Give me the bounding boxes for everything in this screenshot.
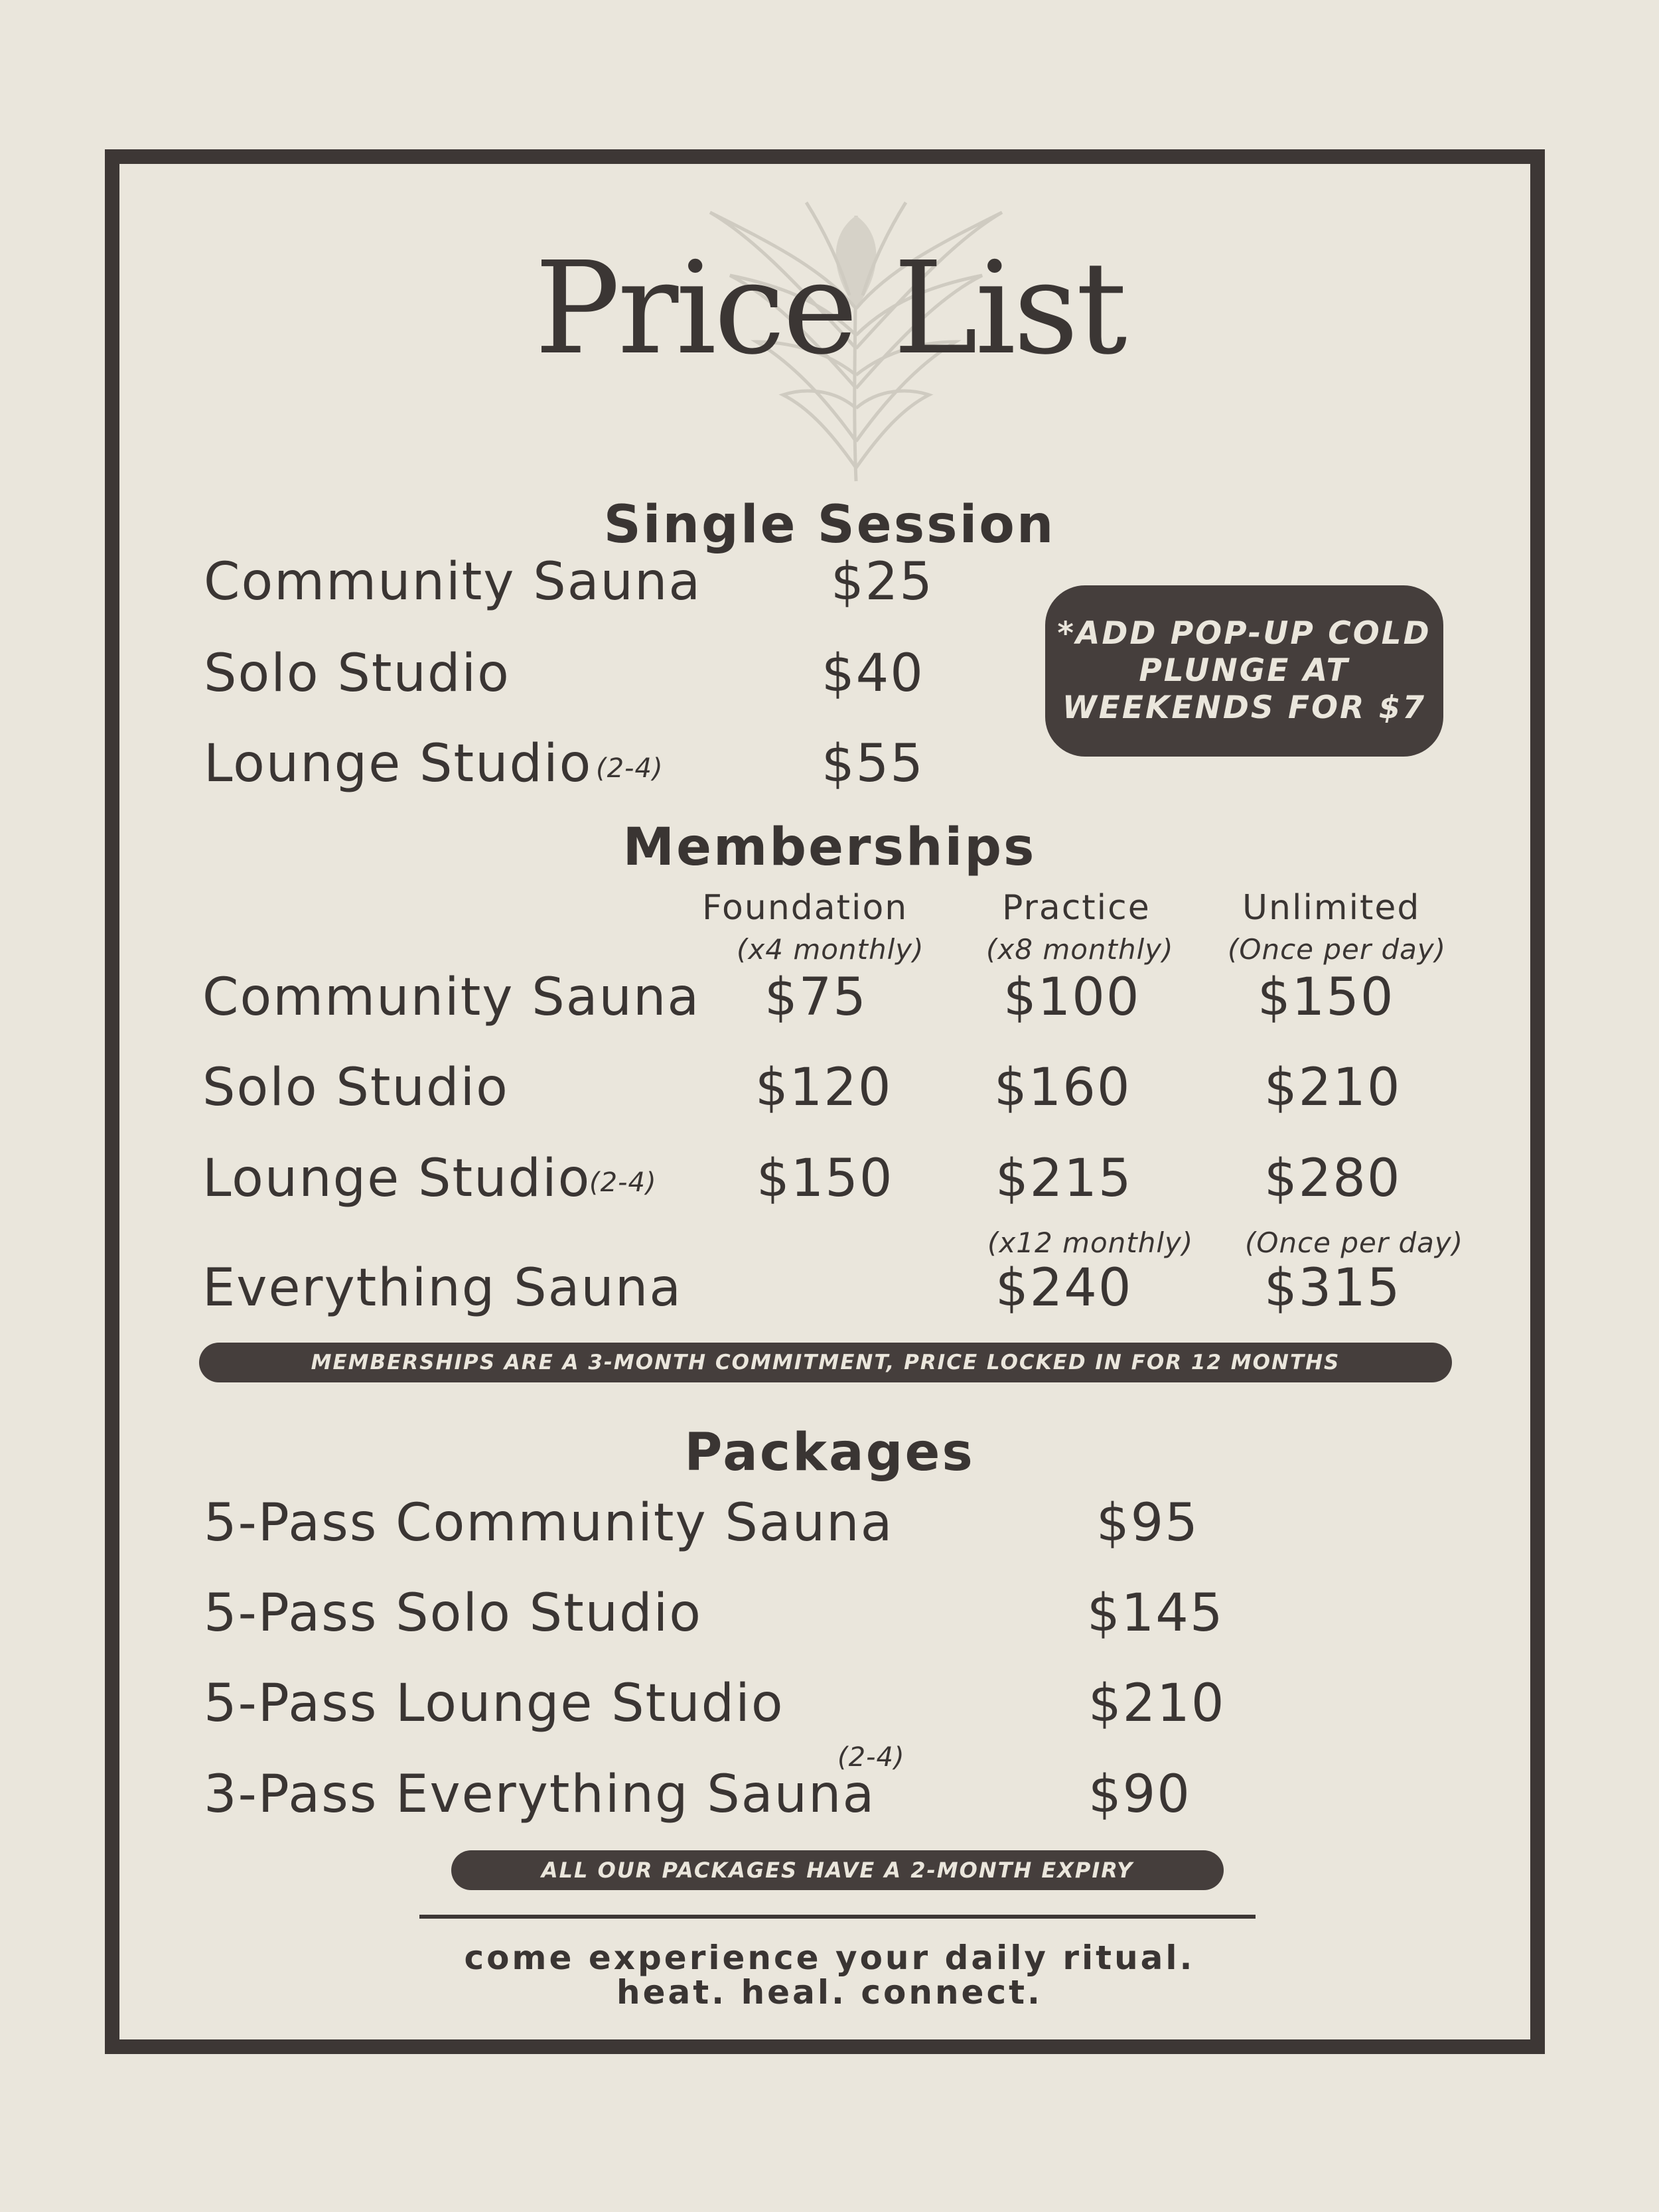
membership-freq-foundation: (x4 monthly) bbox=[737, 933, 924, 966]
membership-price-everything-practice: $240 bbox=[995, 1258, 1133, 1318]
single-item-community-sauna: Community Sauna bbox=[204, 552, 702, 612]
package-item-5-pass-lounge: 5-Pass Lounge Studio bbox=[204, 1674, 784, 1733]
package-price-5-pass-solo: $145 bbox=[1087, 1584, 1224, 1643]
single-price-community-sauna: $25 bbox=[831, 552, 934, 612]
page-title: Price List bbox=[534, 235, 1125, 383]
membership-price-lounge-practice: $215 bbox=[995, 1149, 1133, 1209]
footer-divider bbox=[419, 1915, 1256, 1919]
footer-tagline: come experience your daily ritual. bbox=[464, 1939, 1195, 1977]
package-price-3-pass-everything: $90 bbox=[1088, 1765, 1191, 1824]
package-item-3-pass-everything: 3-Pass Everything Sauna bbox=[204, 1765, 876, 1824]
single-session-heading: Single Session bbox=[603, 495, 1056, 555]
package-expiry-pill: ALL OUR PACKAGES HAVE A 2-MONTH EXPIRY bbox=[451, 1850, 1224, 1890]
membership-price-lounge-foundation: $150 bbox=[757, 1149, 894, 1209]
membership-col-foundation: Foundation bbox=[702, 888, 908, 928]
membership-price-solo-unlimited: $210 bbox=[1264, 1058, 1402, 1118]
memberships-heading: Memberships bbox=[622, 818, 1037, 877]
cold-plunge-addon-badge: *ADD POP-UP COLD PLUNGE AT WEEKENDS FOR $7 bbox=[1045, 585, 1443, 757]
package-item-5-pass-community: 5-Pass Community Sauna bbox=[204, 1493, 894, 1553]
membership-price-lounge-unlimited: $280 bbox=[1264, 1149, 1402, 1209]
package-price-5-pass-lounge: $210 bbox=[1088, 1674, 1226, 1733]
membership-row-lounge-studio: Lounge Studio bbox=[202, 1149, 591, 1209]
footer-motto: heat. heal. connect. bbox=[616, 1973, 1043, 2012]
membership-freq-practice: (x8 monthly) bbox=[986, 933, 1174, 966]
single-price-solo-studio: $40 bbox=[822, 644, 924, 703]
single-price-lounge-studio: $55 bbox=[822, 734, 924, 794]
single-item-lounge-studio: Lounge Studio bbox=[204, 734, 593, 794]
single-item-solo-studio: Solo Studio bbox=[204, 644, 510, 703]
membership-lounge-capacity-note: (2-4) bbox=[589, 1167, 657, 1198]
membership-row-community-sauna: Community Sauna bbox=[202, 968, 701, 1027]
membership-price-community-foundation: $75 bbox=[764, 968, 867, 1027]
membership-row-solo-studio: Solo Studio bbox=[202, 1058, 509, 1118]
package-price-5-pass-community: $95 bbox=[1096, 1493, 1199, 1553]
membership-col-practice: Practice bbox=[1002, 888, 1151, 928]
membership-price-solo-practice: $160 bbox=[994, 1058, 1131, 1118]
package-lounge-capacity-note: (2-4) bbox=[837, 1742, 905, 1773]
membership-price-community-unlimited: $150 bbox=[1258, 968, 1395, 1027]
membership-price-everything-unlimited: $315 bbox=[1264, 1258, 1402, 1318]
packages-heading: Packages bbox=[684, 1423, 975, 1483]
membership-everything-freq-practice: (x12 monthly) bbox=[987, 1226, 1194, 1259]
membership-price-community-practice: $100 bbox=[1003, 968, 1141, 1027]
membership-col-unlimited: Unlimited bbox=[1242, 888, 1421, 928]
package-item-5-pass-solo: 5-Pass Solo Studio bbox=[204, 1584, 703, 1643]
membership-freq-unlimited: (Once per day) bbox=[1228, 933, 1447, 966]
membership-price-solo-foundation: $120 bbox=[755, 1058, 893, 1118]
membership-row-everything-sauna: Everything Sauna bbox=[202, 1258, 683, 1318]
single-lounge-capacity-note: (2-4) bbox=[596, 753, 664, 784]
membership-commitment-pill: MEMBERSHIPS ARE A 3-MONTH COMMITMENT, PRICE LOCKED IN FOR 12 MONTHS bbox=[199, 1343, 1452, 1382]
membership-everything-freq-unlimited: (Once per day) bbox=[1245, 1226, 1464, 1259]
